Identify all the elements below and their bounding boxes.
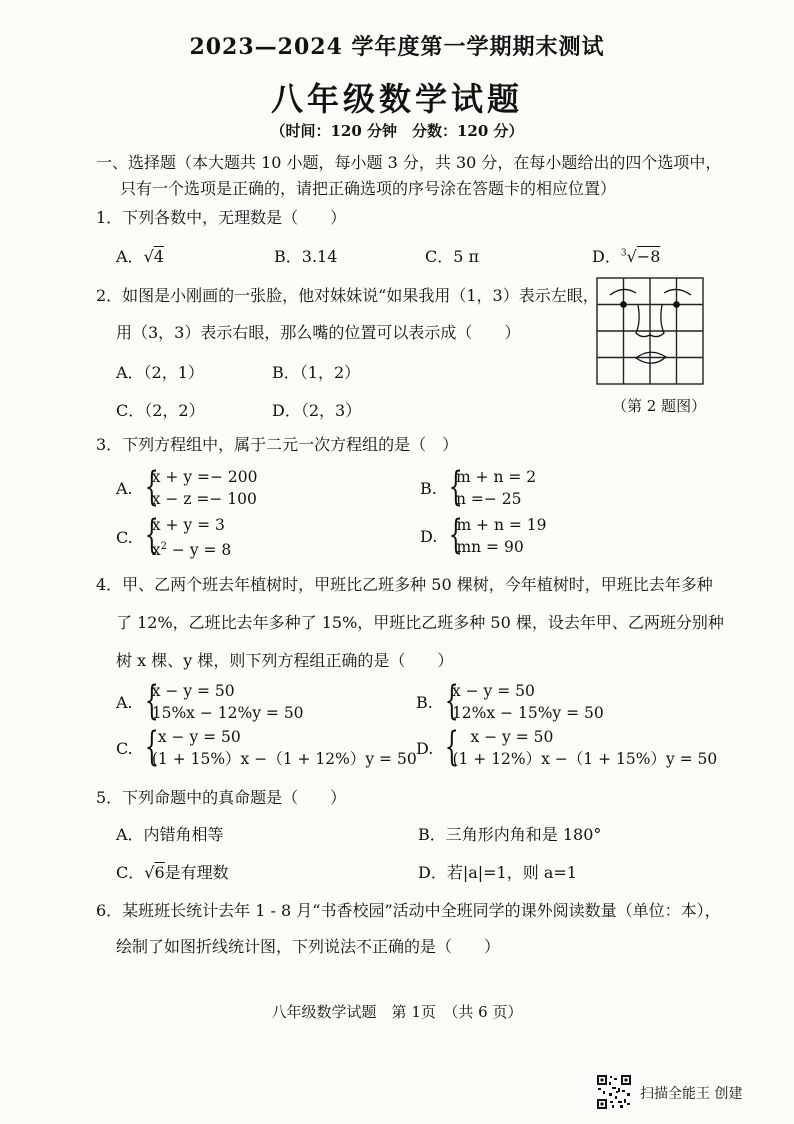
q4-option-c bbox=[116, 726, 417, 770]
q3-option-c-eq2-base: x bbox=[151, 541, 161, 560]
q3-option-a-eq1: { x + y =− 200 bbox=[151, 468, 258, 486]
q3-option-d bbox=[420, 514, 547, 558]
q5-stem: 5．下列命题中的真命题是（ ） bbox=[96, 788, 347, 807]
q3-option-c-eq1: { x + y = 3 bbox=[151, 516, 225, 534]
q2-option-a: A．（2，1） bbox=[116, 363, 204, 382]
q3-option-a-system bbox=[142, 466, 258, 510]
q3-option-c-label: C. bbox=[116, 528, 133, 548]
q4-option-a-eq2: 15%x − 12%y = 50 bbox=[151, 704, 304, 722]
q3-option-c-eq2-exponent: 2 bbox=[160, 541, 167, 552]
q1-option-d-radicand: −8 bbox=[636, 247, 661, 266]
q2-figure-caption: （第 2 题图） bbox=[612, 397, 707, 415]
q3-option-d-label: D. bbox=[420, 526, 438, 546]
q1-option-a-radicand: 4 bbox=[153, 247, 164, 266]
q4-option-d bbox=[416, 726, 717, 770]
q3-option-b bbox=[420, 466, 536, 510]
q2-option-d: D．（2，3） bbox=[272, 401, 362, 420]
q3-option-b-eq1: { m + n = 2 bbox=[455, 468, 537, 486]
q3-option-b-system bbox=[446, 466, 536, 510]
q4-option-b-eq1: { x − y = 50 bbox=[451, 682, 535, 700]
q5-option-c-radicand: 6 bbox=[154, 863, 165, 882]
q4-option-c-system bbox=[142, 726, 417, 770]
q3-option-a-eq2: x − z =− 100 bbox=[151, 490, 257, 508]
q4-stem-line1: 4．甲、乙两个班去年植树时，甲班比乙班多种 50 棵树，今年植树时，甲班比去年多种 bbox=[96, 575, 713, 594]
q5-option-d: D．若|a|=1，则 a=1 bbox=[418, 863, 577, 882]
q5-option-c-label: C． bbox=[116, 863, 145, 882]
q4-option-b-eq2: 12%x − 15%y = 50 bbox=[451, 704, 604, 722]
q2-stem-line2: 用（3，3）表示右眼，那么嘴的位置可以表示成（ ） bbox=[116, 323, 521, 342]
q1-option-a-label: A． bbox=[116, 247, 144, 266]
exam-time-score: （时间：120 分钟 分数：120 分） bbox=[270, 122, 524, 140]
sqrt-icon: √ bbox=[626, 247, 637, 266]
q4-option-b bbox=[416, 680, 604, 724]
q3-option-d-eq1: { m + n = 19 bbox=[456, 516, 547, 534]
q3-option-d-eq2: mn = 90 bbox=[456, 538, 524, 556]
q4-option-a-system bbox=[142, 680, 304, 724]
q1-option-c: C．5 π bbox=[425, 247, 480, 266]
q1-option-d-index: 3 bbox=[620, 248, 627, 259]
q4-option-d-system bbox=[442, 726, 717, 770]
q2-option-b: B．（1，2） bbox=[272, 363, 361, 382]
q2-stem-line1: 2．如图是小刚画的一张脸，他对妹妹说“如果我用（1，3）表示左眼， bbox=[96, 286, 599, 305]
q5-option-c-rest: 是有理数 bbox=[164, 863, 229, 882]
q3-option-c bbox=[116, 514, 231, 561]
q3-stem: 3．下列方程组中，属于二元一次方程组的是（ ） bbox=[96, 435, 459, 454]
exam-title: 八年级数学试题 bbox=[270, 80, 523, 118]
q1-option-b: B．3.14 bbox=[274, 247, 338, 266]
section1-intro-line2: 只有一个选项是正确的，请把正确选项的序号涂在答题卡的相应位置） bbox=[120, 179, 617, 198]
sqrt-icon: √ bbox=[144, 863, 155, 882]
q1-option-a bbox=[116, 244, 164, 267]
exam-year-title: 2023—2024 学年度第一学期期末测试 bbox=[189, 34, 605, 60]
q4-option-c-eq1: { x − y = 50 bbox=[157, 728, 241, 746]
q4-stem-line2: 了 12%，乙班比去年多种了 15%，甲班比乙班多种 50 棵，设去年甲、乙两班分别种 bbox=[116, 613, 724, 632]
q3-option-b-eq2: n =− 25 bbox=[455, 490, 522, 508]
scanner-watermark: 扫描全能王 创建 bbox=[640, 1086, 743, 1102]
q3-option-a-label: A. bbox=[116, 478, 133, 498]
q4-option-a bbox=[116, 680, 304, 724]
q4-option-d-label: D. bbox=[416, 738, 434, 758]
qr-code-icon bbox=[596, 1074, 632, 1110]
q1-option-d-label: D． bbox=[592, 247, 621, 266]
q3-option-b-label: B. bbox=[420, 478, 437, 498]
q4-option-c-eq2: (1 + 15%）x −（1 + 12%）y = 50 bbox=[151, 750, 417, 768]
section1-intro-line1: 一、选择题（本大题共 10 小题，每小题 3 分，共 30 分，在每小题给出的四个选项中， bbox=[96, 153, 722, 172]
page-footer: 八年级数学试题 第 1页 （共 6 页） bbox=[271, 1003, 523, 1021]
q5-option-c bbox=[116, 860, 229, 883]
left-eye-dot bbox=[620, 301, 627, 308]
q1-stem: 1．下列各数中，无理数是（ ） bbox=[96, 208, 347, 227]
q6-stem-line1: 6．某班班长统计去年 1 - 8 月“书香校园”活动中全班同学的课外阅读数量（单位：本）， bbox=[96, 901, 721, 920]
q3-option-a bbox=[116, 466, 258, 510]
right-eye-dot bbox=[673, 301, 680, 308]
q2-option-c: C．（2，2） bbox=[116, 401, 205, 420]
q3-option-d-system bbox=[446, 514, 546, 558]
q4-option-d-eq1: { x − y = 50 bbox=[470, 728, 554, 746]
q4-option-a-eq1: { x − y = 50 bbox=[151, 682, 235, 700]
q3-option-c-eq2-rest: − y = 8 bbox=[166, 541, 232, 560]
q4-option-c-label: C. bbox=[116, 738, 133, 758]
q1-option-d bbox=[592, 244, 660, 267]
q4-option-b-system bbox=[442, 680, 604, 724]
face-grid-figure bbox=[596, 277, 704, 385]
q4-option-a-label: A. bbox=[116, 692, 133, 712]
q5-option-a: A．内错角相等 bbox=[116, 825, 224, 844]
sqrt-icon: √ bbox=[143, 247, 154, 266]
q6-stem-line2: 绘制了如图折线统计图，下列说法不正确的是（ ） bbox=[116, 937, 501, 956]
q4-stem-line3: 树 x 棵、y 棵，则下列方程组正确的是（ ） bbox=[116, 651, 454, 670]
q4-option-b-label: B. bbox=[416, 692, 433, 712]
q4-option-d-eq2: (1 + 12%）x −（1 + 15%）y = 50 bbox=[452, 750, 718, 768]
q3-option-c-eq2 bbox=[152, 536, 231, 561]
q3-option-c-system bbox=[142, 514, 231, 561]
q5-option-b: B．三角形内角和是 180° bbox=[418, 825, 602, 844]
